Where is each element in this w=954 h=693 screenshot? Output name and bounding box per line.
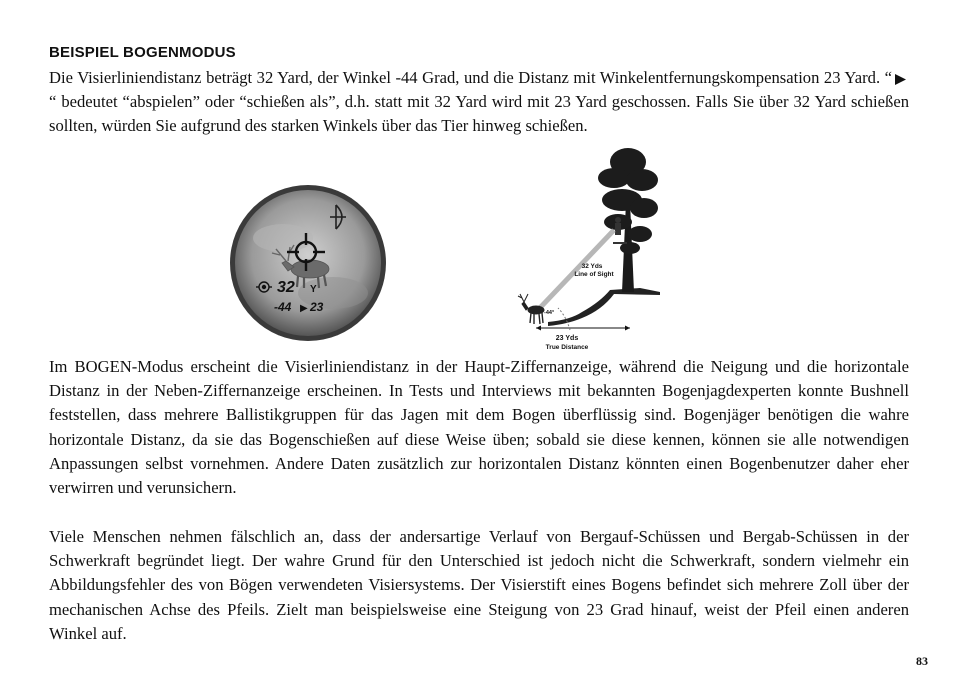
intro-text-before: Die Visierliniendistanz beträgt 32 Yard, der Winkel -44 Grad, und die Distanz mit Winkelentfernungskompensation 23 Yard. “ [49,68,892,87]
line-of-sight-value: 32 Yds [581,263,603,270]
deer-silhouette [518,294,544,324]
angle-shot-diagram [510,142,670,354]
line-of-sight-label: Line of Sight [574,271,614,278]
play-triangle-icon [894,73,907,86]
main-distance-unit: Y [310,284,317,295]
compensated-distance-readout: 23 [310,300,324,314]
gravity-paragraph: Viele Menschen nehmen fälschlich an, dass der andersartige Verlauf von Bergauf-Schüssen und Bergab-Schüssen in der Schwerkraft begründet liegt. Der wahre Grund für den Unterschied ist jedoch nicht die Schwerkraft, sondern vielmehr ein Abbildungsfehler des von Bögen verwendeten Visiersystems. Der Visierstift eines Bogens befindet sich mehrere Zoll über der mechanischen Achse des Pfeils. Zielt man beispielsweise eine Steigung von 23 Grad hinauf, weist der Pfeil einen anderen Winkel auf. [49,527,909,643]
true-distance-label: True Distance [545,344,589,351]
rangefinder-view-illustration [228,183,388,343]
main-distance-readout: 32 [277,279,295,296]
angle-readout: -44 [274,300,292,314]
angle-label: -44° [544,310,555,316]
bow-mode-paragraph: Im BOGEN-Modus erscheint die Visierliniendistanz in der Haupt-Ziffernanzeige, während die Neigung und die horizontale Distanz in der Neben-Ziffernanzeige erscheinen. In Tests und Interviews mit bekannten Bogenjagdexperten konnte Bushnell feststellen, dass mehrere Ballistikgruppen für das Jagen mit dem Bogen überflüssig sind. Bogenjäger benötigen die wahre horizontale Distanz, da sie das Bogenschießen auf diese Weise üben; sobald sie diese kennen, können sie alle notwendigen Anpassungen selbst vornehmen. Andere Daten zusätzlich zur horizontalen Distanz könnten einen Bogenbenutzer daher eher verwirren und verunsichern. [49,357,909,498]
intro-text-after: “ bedeutet “abspielen” oder “schießen als”, d.h. statt mit 32 Yard wird mit 23 Yard geschossen. Falls Sie über 32 Yard schießen sollten, würden Sie aufgrund des starken Winkels über das Tier hinweg schießen. [49,92,909,136]
arrow-indicator: ▶ [300,303,308,314]
page-number: 83 [916,654,928,668]
intro-paragraph [49,66,909,139]
section-heading: BEISPIEL BOGENMODUS [49,44,236,61]
true-distance-value: 23 Yds [555,335,579,342]
hillside [548,288,660,326]
